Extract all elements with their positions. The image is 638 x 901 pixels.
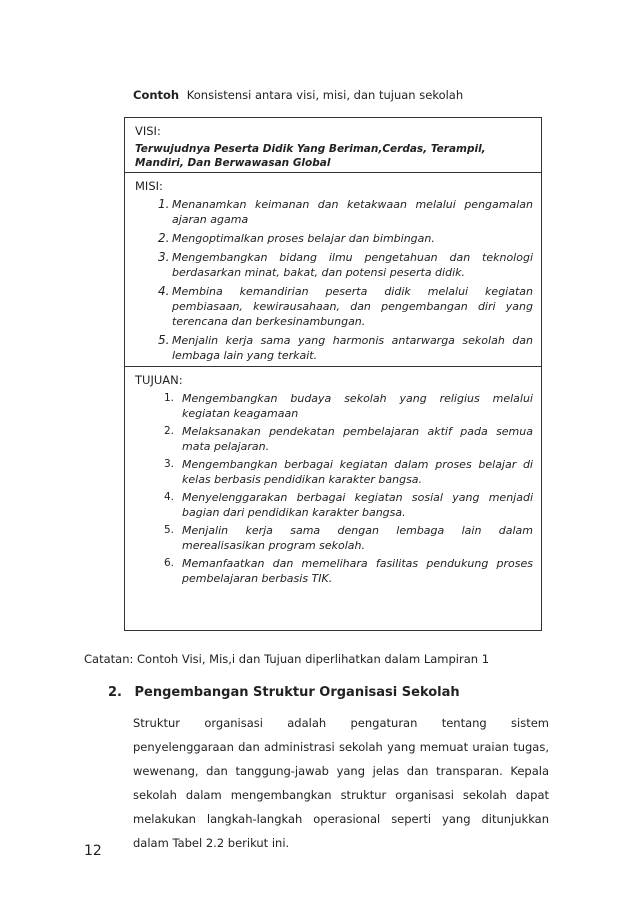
tujuan-section <box>125 367 541 586</box>
note-text: Catatan: Contoh Visi, Mis,i dan Tujuan diperlihatkan dalam Lampiran 1 <box>84 652 490 666</box>
misi-label: MISI: <box>135 179 163 193</box>
item-text: Menjalin kerja sama yang harmonis antarwarga sekolah dan lembaga lain yang terkait. <box>172 334 533 362</box>
item-number: 2. <box>158 231 170 245</box>
visi-section <box>125 118 541 173</box>
list-item <box>135 424 533 454</box>
list-item <box>135 457 533 487</box>
section-paragraph: Struktur organisasi adalah pengaturan tentang sistem penyelenggaraan dan administrasi sekolah yang memuat uraian tugas, wewenang, dan tanggung-jawab yang jelas dan transparan. Kepala sekolah dalam mengembangkan struktur organisasi sekolah dapat melakukan langkah-langkah operasional seperti yang ditunjukkan dalam Tabel 2.2 berikut ini. <box>133 716 549 850</box>
item-number: 3. <box>164 458 175 470</box>
page-number: 12 <box>84 843 102 859</box>
item-number: 1. <box>164 392 175 404</box>
item-text: Mengembangkan budaya sekolah yang religius melalui kegiatan keagamaan <box>182 392 533 420</box>
item-text: Menanamkan keimanan dan ketakwaan melalui pengamalan ajaran agama <box>172 198 533 226</box>
caption-label: Contoh <box>133 88 180 102</box>
section-number: 2. <box>108 685 122 700</box>
item-number: 6. <box>164 557 175 569</box>
misi-section <box>125 173 541 367</box>
item-number: 4. <box>164 491 175 503</box>
item-text: Melaksanakan pendekatan pembelajaran aktif pada semua mata pelajaran. <box>182 425 533 453</box>
item-number: 1. <box>158 197 170 211</box>
section-heading <box>108 685 460 700</box>
list-item <box>135 197 533 227</box>
list-item <box>135 333 533 363</box>
item-text: Membina kemandirian peserta didik melalui kegiatan pembiasaan, kewirausahaan, dan pengembangan diri yang terencana dan berkesinambungan. <box>172 285 533 328</box>
item-text: Mengembangkan berbagai kegiatan dalam proses belajar di kelas berbasis pendidikan karakter bangsa. <box>182 458 533 486</box>
visi-text: Terwujudnya Peserta Didik Yang Beriman,Cerdas, Terampil, Mandiri, Dan Berwawasan Global <box>135 143 486 169</box>
item-number: 4. <box>158 284 170 298</box>
list-item <box>135 284 533 329</box>
visi-label: VISI: <box>135 124 161 138</box>
item-text: Menyelenggarakan berbagai kegiatan sosial yang menjadi bagian dari pendidikan karakter bangsa. <box>182 491 533 519</box>
list-item <box>135 556 533 586</box>
item-number: 3. <box>158 250 170 264</box>
section-title: Pengembangan Struktur Organisasi Sekolah <box>134 685 460 700</box>
item-number: 5. <box>158 333 170 347</box>
item-text: Mengoptimalkan proses belajar dan bimbingan. <box>172 232 435 245</box>
list-item <box>135 250 533 280</box>
list-item <box>135 490 533 520</box>
list-item <box>135 231 533 246</box>
misi-list <box>135 197 533 363</box>
tujuan-label: TUJUAN: <box>135 373 183 387</box>
caption-text: Konsistensi antara visi, misi, dan tujuan sekolah <box>186 88 464 102</box>
figure-caption <box>133 88 463 102</box>
list-item <box>135 523 533 553</box>
list-item <box>135 391 533 421</box>
item-text: Mengembangkan bidang ilmu pengetahuan dan teknologi berdasarkan minat, bakat, dan potensi peserta didik. <box>172 251 533 279</box>
item-text: Menjalin kerja sama dengan lembaga lain dalam merealisasikan program sekolah. <box>182 524 533 552</box>
item-number: 5. <box>164 524 175 536</box>
item-number: 2. <box>164 425 175 437</box>
vision-mission-box <box>124 117 542 631</box>
item-text: Memanfaatkan dan memelihara fasilitas pendukung proses pembelajaran berbasis TIK. <box>182 557 533 585</box>
tujuan-list <box>135 391 533 586</box>
